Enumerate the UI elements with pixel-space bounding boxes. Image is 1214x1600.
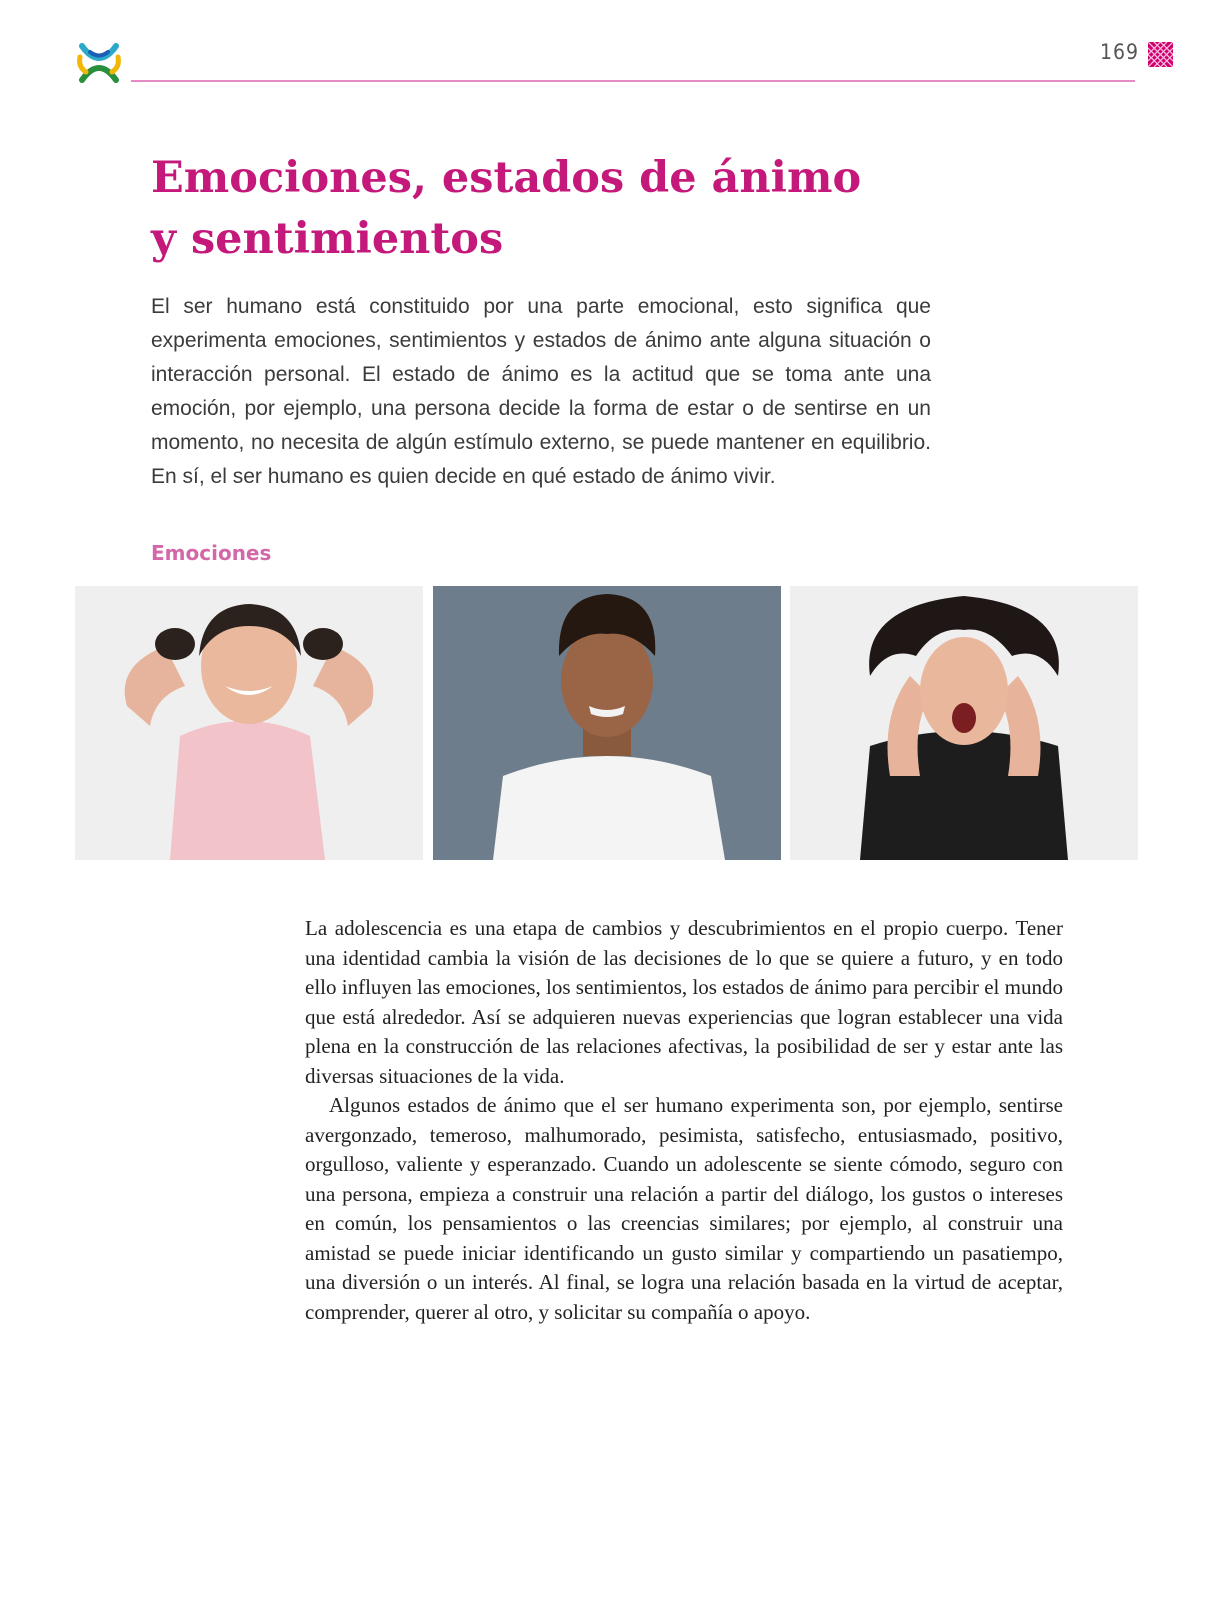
body-text [305,914,1063,1327]
page-title-line-2: y sentimientos [151,214,504,264]
body-paragraph-1: La adolescencia es una etapa de cambios y descubrimientos en el propio cuerpo. Tener una identidad cambia la visión de las decisiones de lo que se quiere a futuro, y en todo ello influyen las emociones, los sentimientos, los estados de ánimo para percibir el mundo que está alrededor. Así se adquieren nuevas experiencias que logran establecer una vida plena en la construcción de las relaciones afectivas, la posibilidad de ser y estar ante las diversas situaciones de la vida. [305,916,1063,1088]
section-heading-emociones: Emociones [151,541,272,565]
photo-boy-grimacing [433,586,781,860]
girl-pulling-pigtails-photo-icon [75,586,423,860]
body-paragraph-2: Algunos estados de ánimo que el ser humano experimenta son, por ejemplo, sentirse avergonzado, temeroso, malhumorado, pesimista, satisfecho, entusiasmado, positivo, orgulloso, valiente y esperanzado. Cuando un adolescente se siente cómodo, seguro con una persona, empieza a construir una relación a partir del diálogo, los gustos o intereses en común, los pensamientos o las creencias similares; por ejemplo, al construir una amistad se puede iniciar identificando un gusto similar y compartiendo un pasatiempo, una diversión o un interés. Al final, se logra una relación basada en la virtud de aceptar, comprender, querer al otro, y solicitar su compañía o apoyo. [305,1093,1063,1324]
publisher-logo-icon [76,40,122,86]
page-title-line-1: Emociones, estados de ánimo [151,153,862,203]
header-rule [131,80,1135,82]
photo-girl-pulling-pigtails [75,586,423,860]
intro-paragraph: El ser humano está constituido por una parte emocional, esto significa que experimenta emociones, sentimientos y estados de ánimo ante alguna situación o interacción personal. El estado de ánimo es la actitud que se toma ante una emoción, por ejemplo, una persona decide la forma de estar o de sentirse en un momento, no necesita de algún estímulo externo, se puede mantener en equilibrio. En sí, el ser humano es quien decide en qué estado de ánimo vivir. [151,295,931,488]
page-title [151,148,951,270]
girl-covering-ears-screaming-photo-icon [790,586,1138,860]
page-number: 169 [1100,40,1140,64]
boy-grimacing-photo-icon [433,586,781,860]
photo-girl-covering-ears [790,586,1138,860]
pattern-tile-icon [1148,42,1173,67]
